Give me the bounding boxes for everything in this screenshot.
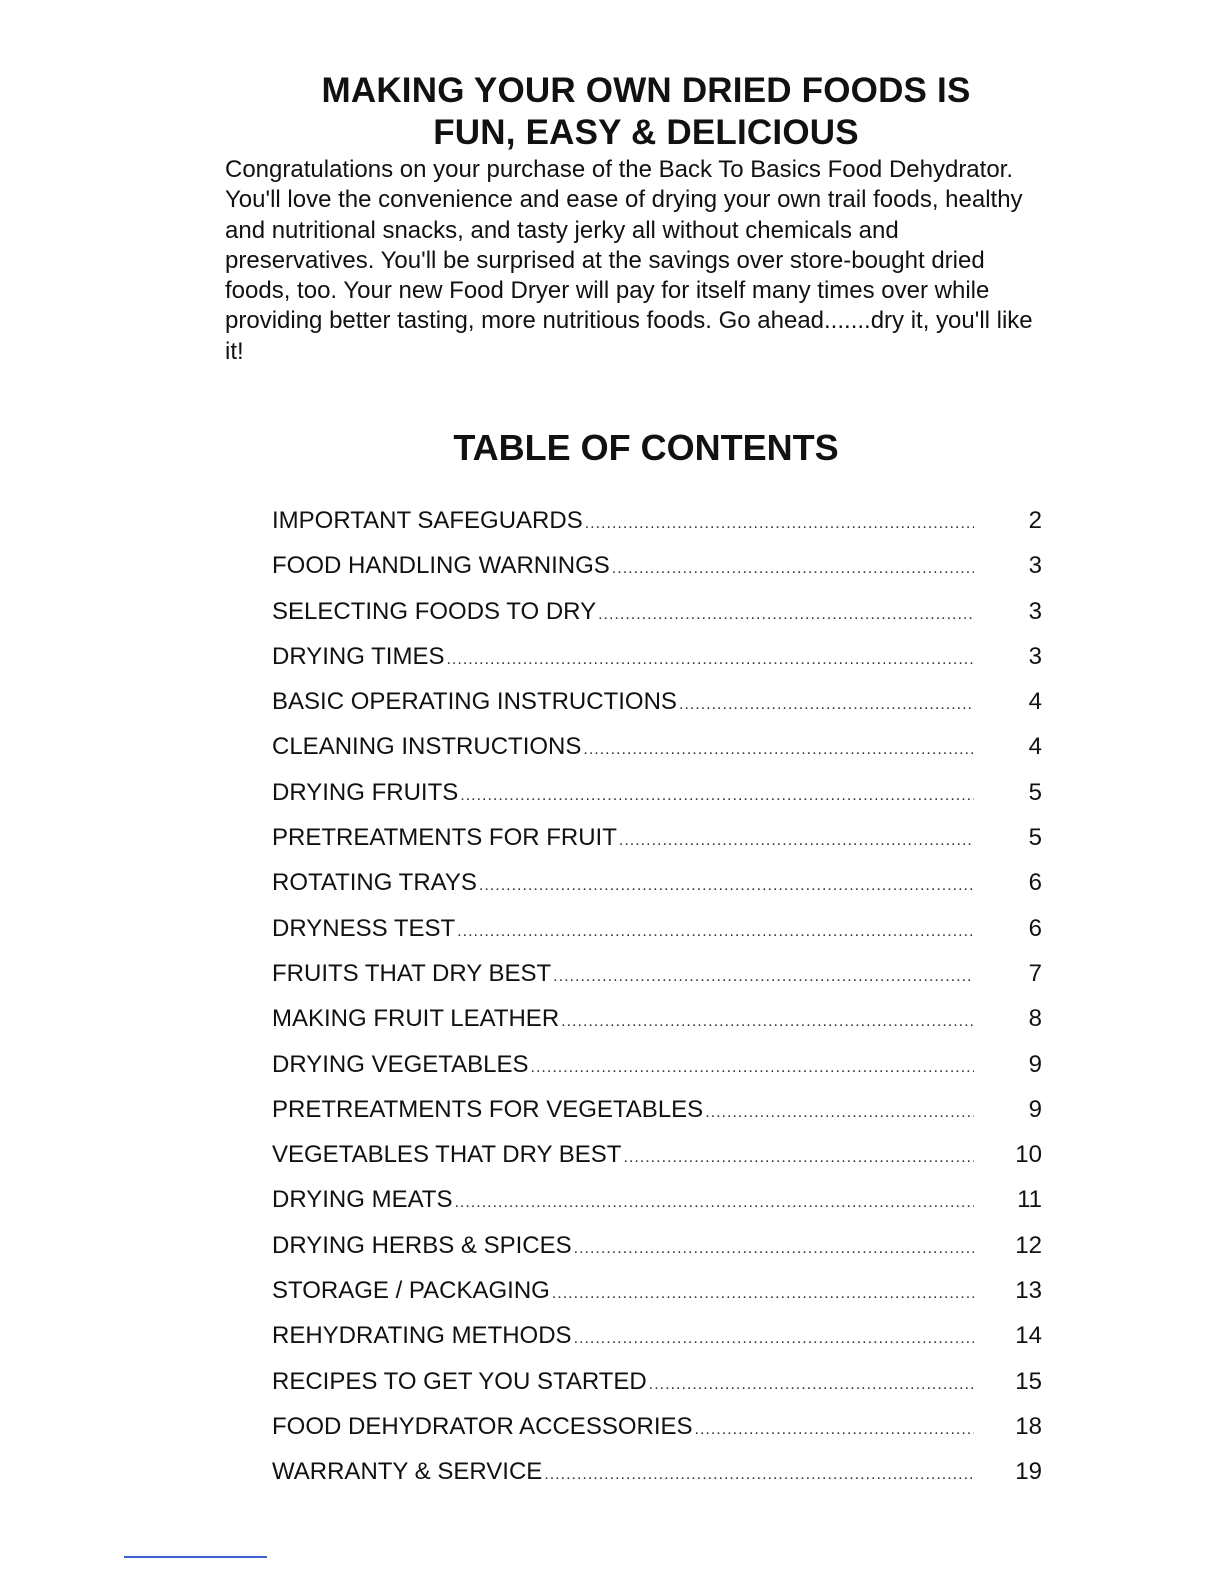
toc-entry-page: 4 (1028, 733, 1042, 761)
intro-paragraph: Congratulations on your purchase of the Back To Basics Food Dehydrator. You'll love the convenience and ease of drying your own trail foods, healthy and nutritional snacks, and tasty jerky all without chemicals and preservatives. You'll be surprised at the savings over store-bought dried foods, too. Your new Food Dryer will pay for itself many times over while providing better tasting, more nutritious foods. Go ahead.......dry it, you'll like it! (225, 156, 1033, 365)
toc-entry[interactable] (272, 1449, 1042, 1494)
toc-dot-leader (574, 1316, 974, 1361)
toc-dot-leader (460, 773, 974, 818)
toc-entry-page: 9 (1028, 1095, 1042, 1123)
toc-entry-label: BASIC OPERATING INSTRUCTIONS (272, 688, 677, 716)
toc-entry-label: DRYING FRUITS (272, 778, 459, 806)
toc-entry-label: DRYNESS TEST (272, 914, 456, 942)
toc-entry-label: RECIPES TO GET YOU STARTED (272, 1367, 647, 1395)
toc-dot-leader (623, 1135, 974, 1180)
toc-entry-label: REHYDRATING METHODS (272, 1322, 572, 1350)
toc-dot-leader (454, 1180, 974, 1225)
toc-entry[interactable] (272, 1177, 1042, 1222)
toc-dot-leader (446, 637, 974, 682)
toc-entry[interactable] (272, 951, 1042, 996)
toc-dot-leader (561, 999, 974, 1044)
toc-entry-label: STORAGE / PACKAGING (272, 1277, 550, 1305)
toc-dot-leader (679, 682, 974, 727)
toc-entry[interactable] (272, 679, 1042, 724)
toc-entry-page: 10 (1015, 1141, 1042, 1169)
toc-dot-leader (531, 1045, 974, 1090)
toc-entry[interactable] (272, 1087, 1042, 1132)
toc-entry[interactable] (272, 906, 1042, 951)
footnote-divider (124, 1556, 267, 1558)
toc-dot-leader (583, 727, 974, 772)
toc-entry-page: 6 (1028, 914, 1042, 942)
toc-entry[interactable] (272, 1359, 1042, 1404)
toc-list (272, 498, 1042, 1495)
toc-dot-leader (552, 1271, 974, 1316)
toc-dot-leader (574, 1226, 974, 1271)
toc-entry-label: SELECTING FOODS TO DRY (272, 597, 597, 625)
toc-entry[interactable] (272, 589, 1042, 634)
toc-dot-leader (479, 863, 974, 908)
toc-entry-page: 8 (1028, 1005, 1042, 1033)
toc-entry[interactable] (272, 1223, 1042, 1268)
toc-entry-page: 12 (1015, 1231, 1042, 1259)
toc-entry[interactable] (272, 815, 1042, 860)
toc-entry-page: 9 (1028, 1050, 1042, 1078)
toc-dot-leader (649, 1362, 974, 1407)
toc-entry[interactable] (272, 634, 1042, 679)
toc-entry[interactable] (272, 860, 1042, 905)
page-title-line-1: MAKING YOUR OWN DRIED FOODS IS (321, 71, 971, 110)
toc-dot-leader (544, 1452, 974, 1497)
toc-entry[interactable] (272, 1404, 1042, 1449)
toc-entry-page: 18 (1015, 1412, 1042, 1440)
toc-entry-label: MAKING FRUIT LEATHER (272, 1005, 560, 1033)
toc-entry[interactable] (272, 996, 1042, 1041)
toc-entry[interactable] (272, 770, 1042, 815)
toc-dot-leader (553, 954, 974, 999)
toc-entry-label: FOOD DEHYDRATOR ACCESSORIES (272, 1412, 693, 1440)
toc-entry-label: PRETREATMENTS FOR VEGETABLES (272, 1095, 704, 1123)
toc-entry-page: 15 (1015, 1367, 1042, 1395)
toc-entry-label: DRYING TIMES (272, 642, 445, 670)
toc-entry[interactable] (272, 1042, 1042, 1087)
toc-entry-page: 3 (1028, 597, 1042, 625)
toc-dot-leader (612, 546, 974, 591)
toc-dot-leader (705, 1090, 974, 1135)
toc-entry-label: ROTATING TRAYS (272, 869, 477, 897)
toc-entry-label: DRYING HERBS & SPICES (272, 1231, 572, 1259)
toc-entry-page: 6 (1028, 869, 1042, 897)
toc-entry-label: FOOD HANDLING WARNINGS (272, 552, 610, 580)
toc-entry-label: DRYING VEGETABLES (272, 1050, 529, 1078)
toc-title: TABLE OF CONTENTS (453, 427, 839, 468)
toc-entry-page: 5 (1028, 824, 1042, 852)
toc-dot-leader (598, 592, 974, 637)
toc-entry[interactable] (272, 1132, 1042, 1177)
toc-entry[interactable] (272, 1268, 1042, 1313)
page-title-line-2: FUN, EASY & DELICIOUS (433, 113, 859, 152)
toc-entry-page: 11 (1017, 1186, 1042, 1214)
toc-entry-label: PRETREATMENTS FOR FRUIT (272, 824, 617, 852)
toc-entry-page: 3 (1028, 552, 1042, 580)
toc-entry-page: 7 (1028, 959, 1042, 987)
toc-entry-page: 19 (1015, 1458, 1042, 1486)
toc-dot-leader (585, 501, 974, 546)
toc-entry-page: 2 (1028, 507, 1042, 534)
toc-entry-label: WARRANTY & SERVICE (272, 1458, 543, 1486)
toc-entry-page: 4 (1028, 688, 1042, 716)
toc-dot-leader (457, 909, 974, 954)
toc-entry-page: 14 (1015, 1322, 1042, 1350)
toc-entry-label: DRYING MEATS (272, 1186, 453, 1214)
toc-entry[interactable] (272, 724, 1042, 769)
toc-dot-leader (619, 818, 974, 863)
toc-entry[interactable] (272, 1313, 1042, 1358)
toc-entry-label: VEGETABLES THAT DRY BEST (272, 1141, 622, 1169)
toc-dot-leader (695, 1407, 974, 1452)
toc-entry-label: FRUITS THAT DRY BEST (272, 959, 552, 987)
toc-entry[interactable] (272, 543, 1042, 588)
toc-entry-page: 13 (1015, 1277, 1042, 1305)
toc-entry-page: 5 (1028, 778, 1042, 806)
toc-entry[interactable] (272, 498, 1042, 543)
toc-entry-page: 3 (1028, 642, 1042, 670)
toc-entry-label: CLEANING INSTRUCTIONS (272, 733, 582, 761)
toc-entry-label: IMPORTANT SAFEGUARDS (272, 507, 583, 534)
